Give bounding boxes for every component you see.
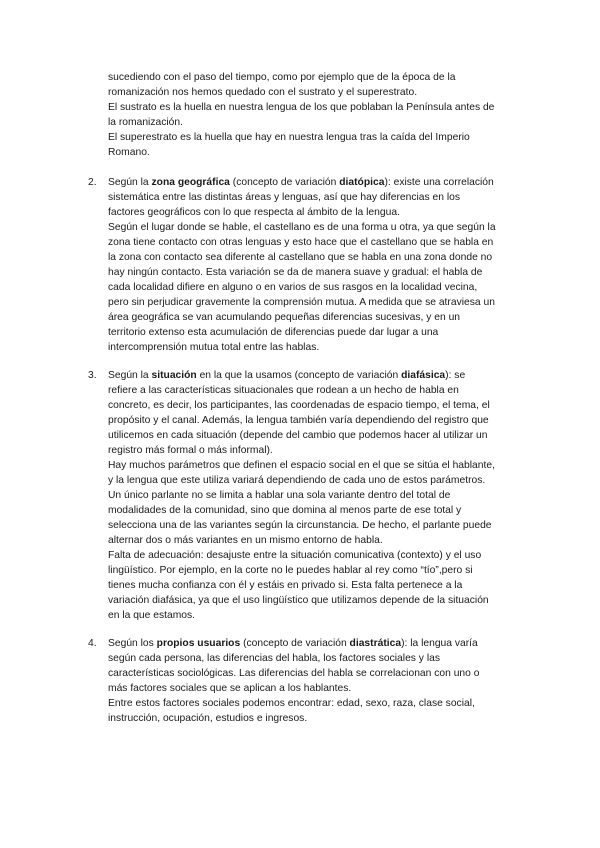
text-run: (concepto de variación xyxy=(240,638,350,649)
list-number: 4. xyxy=(88,638,97,649)
text-line: concreto, es decir, los participantes, las coordenadas de espacio tiempo, el tema, el xyxy=(108,400,490,411)
text-line: en la que estamos. xyxy=(108,610,196,621)
text-run: ): la lengua varía xyxy=(401,638,478,649)
list-item-first-line xyxy=(108,369,465,383)
text-line: la zona con contacto sea diferente al castellano que se habla en una zona donde no xyxy=(108,252,493,263)
text-line: El superestrato es la huella que hay en nuestra lengua tras la caída del Imperio xyxy=(108,132,470,143)
text-line: Entre estos factores sociales podemos encontrar: edad, sexo, raza, clase social, xyxy=(108,698,475,709)
text-line: área geográfica se van acumulando pequeñas diferencias sucesivas, y en un xyxy=(108,312,461,323)
text-line: refiere a las características situacionales que rodean a un hecho de habla en xyxy=(108,385,459,396)
text-line: Un único parlante no se limita a hablar una sola variante dentro del total de xyxy=(108,490,451,501)
text-line: alternar dos o más variantes en un mismo entorno de habla. xyxy=(108,535,383,546)
text-line: zona tiene contacto con otras lenguas y esto hace que el castellano que se habla en xyxy=(108,237,494,248)
list-item-first-line xyxy=(108,176,494,190)
text-line: factores geográficos con lo que respecta al ámbito de la lengua. xyxy=(108,207,400,218)
text-line: El sustrato es la huella en nuestra lengua de los que poblaban la Península antes de xyxy=(108,102,495,113)
text-line: instrucción, ocupación, estudios e ingresos. xyxy=(108,713,308,724)
text-run: (concepto de variación xyxy=(229,177,340,188)
text-line: propósito y el canal. Además, la lengua también varía dependiendo del registro que xyxy=(108,415,489,426)
text-line: según cada persona, las diferencias del habla, los factores sociales y las xyxy=(108,653,440,664)
list-item-first-line xyxy=(108,637,478,651)
text-line: Romano. xyxy=(108,147,150,158)
list-number: 3. xyxy=(88,370,97,381)
bold-term: zona geográfica xyxy=(151,177,230,188)
text-line: cada localidad difiere en alguno o en varios de sus rasgos en la localidad vecina, xyxy=(108,282,478,293)
text-line: intercomprensión mutua total entre las hablas. xyxy=(108,342,320,353)
text-line: modalidades de la comunidad, sino que domina al menos parte de ese total y xyxy=(108,505,462,516)
text-run: ): se xyxy=(445,370,466,381)
bold-term: diatópica xyxy=(339,177,385,188)
text-line: utilicemos en cada situación (depende del cambio que podemos hacer al utilizar un xyxy=(108,430,488,441)
text-run: Según los xyxy=(108,638,157,649)
text-line: más factores sociales que se aplican a los hablantes. xyxy=(108,683,352,694)
text-run: en la que la usamos (concepto de variación xyxy=(196,370,402,381)
text-run: ): existe una correlación xyxy=(384,177,494,188)
text-line: romanización nos hemos quedado con el sustrato y el superestrato. xyxy=(108,87,418,98)
text-line: sistemática entre las distintas áreas y lenguas, así que hay diferencias en los xyxy=(108,192,460,203)
text-line: pero sin perjudicar gravemente la comprensión mutua. A medida que se atraviesa un xyxy=(108,297,495,308)
text-line: tienes mucha confianza con él y estáis en privado si. Esta falta pertenece a la xyxy=(108,580,463,591)
text-run: Según la xyxy=(108,370,152,381)
text-line: Según el lugar donde se hable, el castellano es de una forma u otra, ya que según la xyxy=(108,222,496,233)
text-line: lingüístico. Por ejemplo, en la corte no le puedes hablar al rey como “tío”,pero si xyxy=(108,565,473,576)
text-line: características sociológicas. Las diferencias del habla se correlacionan con uno o xyxy=(108,668,480,679)
bold-term: diastrática xyxy=(349,638,402,649)
text-line: territorio extenso esta acumulación de diferencias puede dar lugar a una xyxy=(108,327,439,338)
text-run: Según la xyxy=(108,177,152,188)
text-line: Hay muchos parámetros que definen el espacio social en el que se sitúa el hablante, xyxy=(108,460,495,471)
bold-term: propios usuarios xyxy=(156,638,241,649)
text-line: Falta de adecuación: desajuste entre la situación comunicativa (contexto) y el uso xyxy=(108,550,482,561)
text-line: registro más formal o más informal). xyxy=(108,445,273,456)
text-line: la romanización. xyxy=(108,117,183,128)
text-line: y la lengua que este utiliza variará dependiendo de cada uno de estos parámetros. xyxy=(108,475,486,486)
text-line: variación diafásica, ya que el uso lingüístico que utilizamos depende de la situación xyxy=(108,595,489,606)
text-line: sucediendo con el paso del tiempo, como por ejemplo que de la época de la xyxy=(108,72,456,83)
text-line: selecciona una de las variantes según la circunstancia. De hecho, el parlante puede xyxy=(108,520,492,531)
text-line: hay ningún contacto. Esta variación se da de manera suave y gradual: el habla de xyxy=(108,267,483,278)
list-number: 2. xyxy=(88,177,97,188)
bold-term: situación xyxy=(151,370,197,381)
bold-term: diafásica xyxy=(401,370,446,381)
